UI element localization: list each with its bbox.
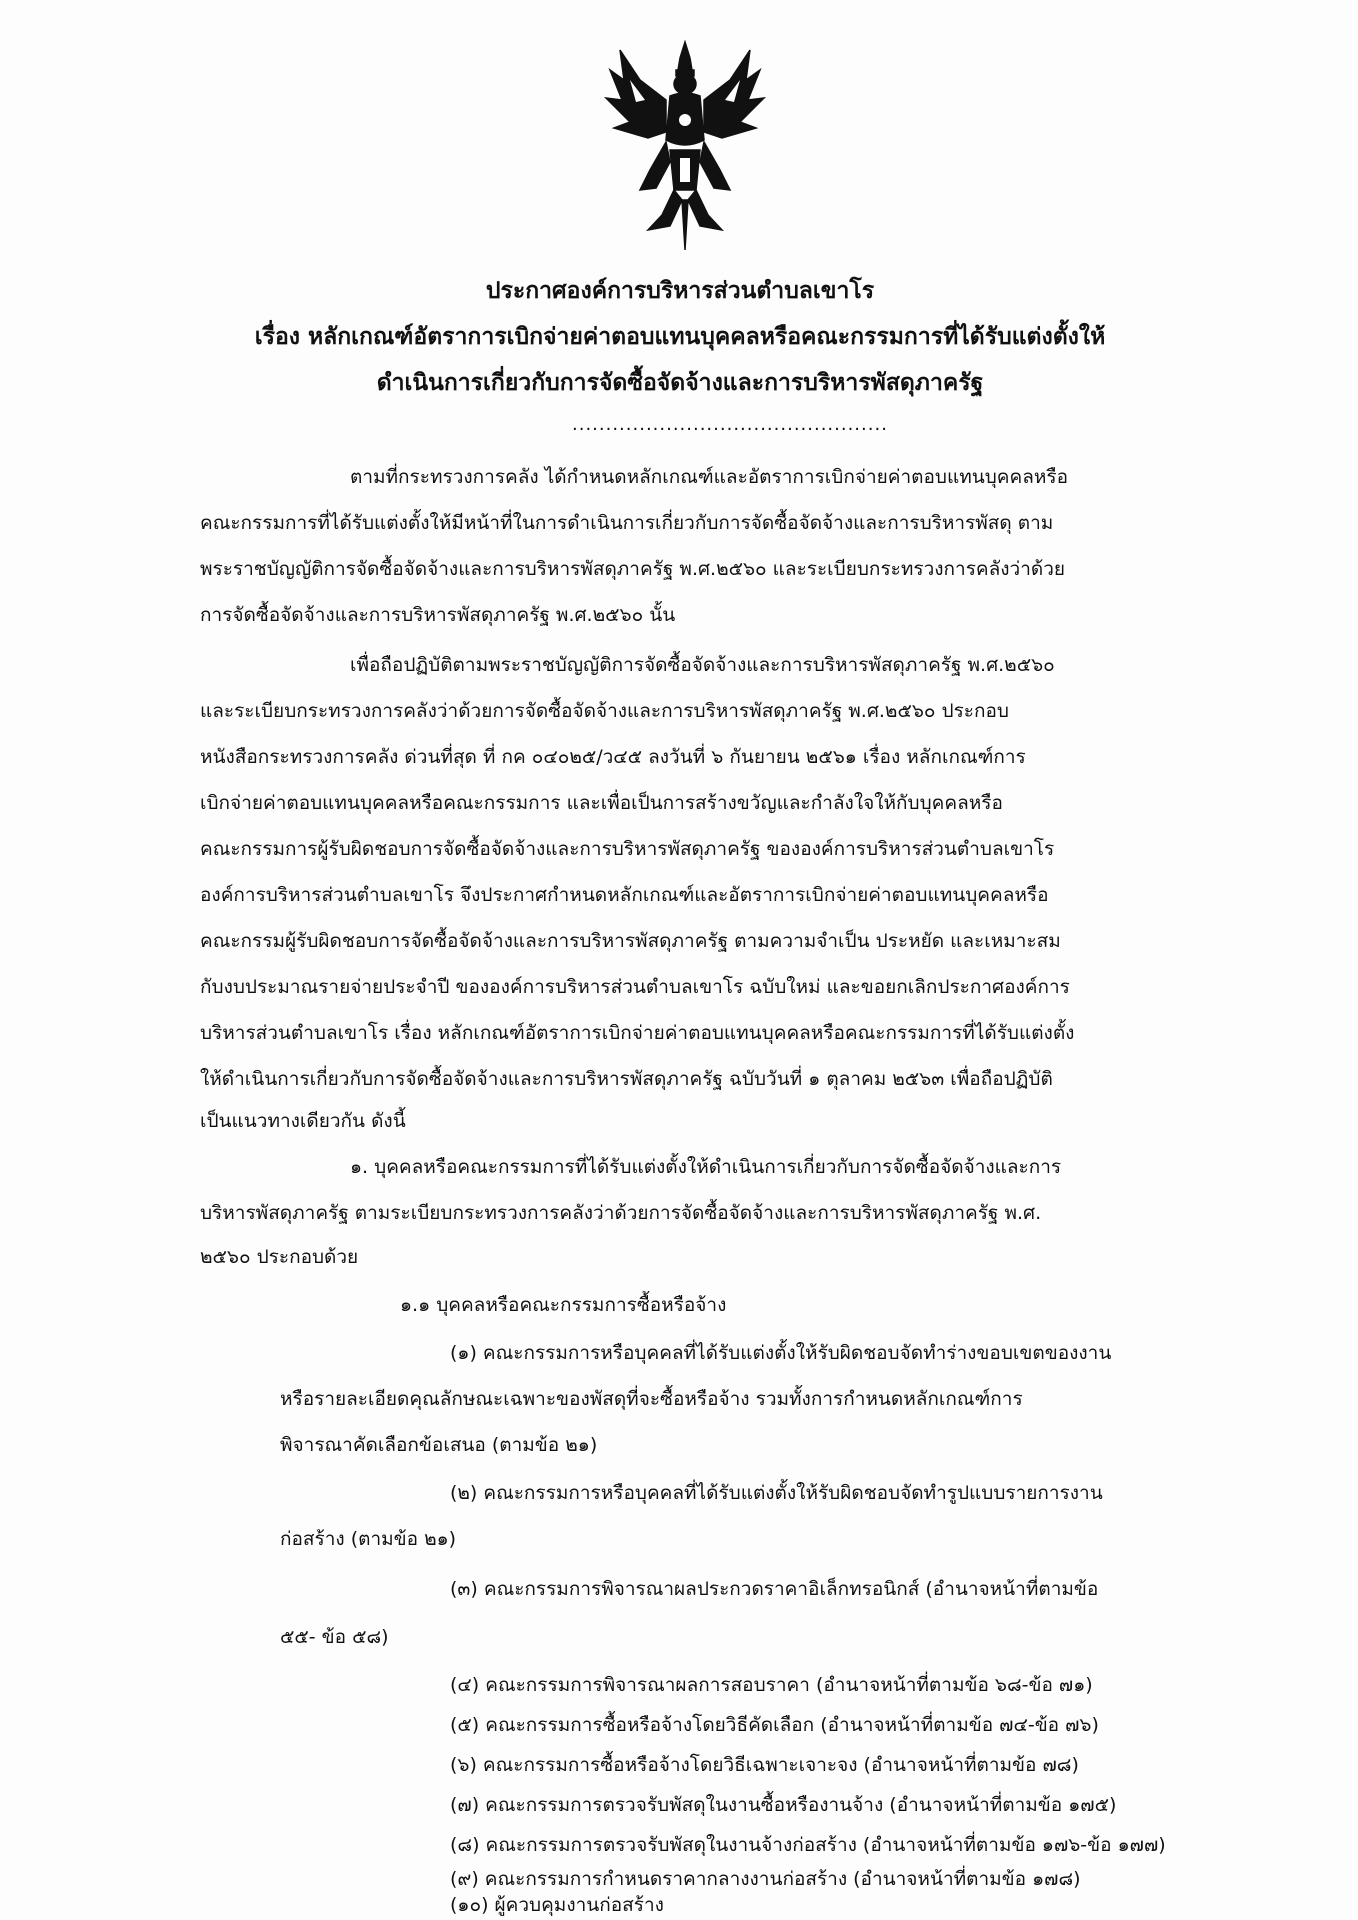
list-item: (๓) คณะกรรมการพิจารณาผลประกวดราคาอิเล็กทรอนิกส์ (อำนาจหน้าที่ตามข้อ: [450, 1578, 1099, 1600]
subject-line: เรื่อง หลักเกณฑ์อัตราการเบิกจ่ายค่าตอบแทนบุคคลหรือคณะกรรมการที่ได้รับแต่งตั้งให้: [254, 324, 1106, 350]
list-item: (๖) คณะกรรมการซื้อหรือจ้างโดยวิธีเฉพาะเจาะจง (อำนาจหน้าที่ตามข้อ ๗๘): [450, 1754, 1079, 1776]
list-item: (๙) คณะกรรมการกำหนดราคากลางงานก่อสร้าง (อำนาจหน้าที่ตามข้อ ๑๗๘): [450, 1868, 1081, 1890]
list-item-continuation: หรือรายละเอียดคุณลักษณะเฉพาะของพัสดุที่จะซื้อหรือจ้าง รวมทั้งการกำหนดหลักเกณฑ์การ: [280, 1388, 1023, 1410]
paragraph-2-line: เบิกจ่ายค่าตอบแทนบุคคลหรือคณะกรรมการ และเพื่อเป็นการสร้างขวัญและกำลังใจให้กับบุคคลหรือ: [200, 792, 1003, 814]
list-item-continuation: ๕๕- ข้อ ๕๘): [280, 1626, 389, 1648]
paragraph-2-line: หนังสือกระทรวงการคลัง ด่วนที่สุด ที่ กค ๐๔๐๒๕/ว๔๕ ลงวันที่ ๖ กันยายน ๒๕๖๑ เรื่อง หลักเกณฑ์การ: [200, 746, 1026, 768]
paragraph-2-line: กับงบประมาณรายจ่ายประจำปี ขององค์การบริหารส่วนตำบลเขาโร ฉบับใหม่ และขอยกเลิกประกาศองค์การ: [200, 976, 1070, 998]
paragraph-2-line: คณะกรรมการผู้รับผิดชอบการจัดซื้อจัดจ้างและการบริหารพัสดุภาครัฐ ขององค์การบริหารส่วนตำบลเขาโร: [200, 838, 1055, 860]
document-title: ประกาศองค์การบริหารส่วนตำบลเขาโร: [485, 278, 875, 304]
paragraph-1-line: พระราชบัญญัติการจัดซื้อจัดจ้างและการบริหารพัสดุภาครัฐ พ.ศ.๒๕๖๐ และระเบียบกระทรวงการคลังว่าด้วย: [200, 558, 1066, 580]
list-item: (๑) คณะกรรมการหรือบุคคลที่ได้รับแต่งตั้งให้รับผิดชอบจัดทำร่างขอบเขตของงาน: [450, 1342, 1112, 1364]
list-item: (๑๐) ผู้ควบคุมงานก่อสร้าง: [450, 1894, 664, 1916]
paragraph-2-line: องค์การบริหารส่วนตำบลเขาโร จึงประกาศกำหนดหลักเกณฑ์และอัตราการเบิกจ่ายค่าตอบแทนบุคคลหรือ: [200, 884, 1049, 906]
paragraph-1-line: การจัดซื้อจัดจ้างและการบริหารพัสดุภาครัฐ พ.ศ.๒๕๖๐ นั้น: [200, 604, 676, 626]
garuda-emblem-icon: [600, 40, 770, 255]
paragraph-2-line: เพื่อถือปฏิบัติตามพระราชบัญญัติการจัดซื้อจัดจ้างและการบริหารพัสดุภาครัฐ พ.ศ.๒๕๖๐: [350, 654, 1055, 676]
paragraph-2-line: คณะกรรมผู้รับผิดชอบการจัดซื้อจัดจ้างและการบริหารพัสดุภาครัฐ ตามความจำเป็น ประหยัด และเหมาะสม: [200, 930, 1061, 952]
subject-line-continued: ดำเนินการเกี่ยวกับการจัดซื้อจัดจ้างและการบริหารพัสดุภาครัฐ: [376, 370, 984, 396]
paragraph-2-line: บริหารส่วนตำบลเขาโร เรื่อง หลักเกณฑ์อัตราการเบิกจ่ายค่าตอบแทนบุคคลหรือคณะกรรมการที่ได้รับแต่งตั้ง: [200, 1022, 1075, 1044]
list-item: (๕) คณะกรรมการซื้อหรือจ้างโดยวิธีคัดเลือก (อำนาจหน้าที่ตามข้อ ๗๔-ข้อ ๗๖): [450, 1714, 1099, 1736]
list-item: (๒) คณะกรรมการหรือบุคคลที่ได้รับแต่งตั้งให้รับผิดชอบจัดทำรูปแบบรายการงาน: [450, 1482, 1103, 1504]
paragraph-3-line: บริหารพัสดุภาครัฐ ตามระเบียบกระทรวงการคลังว่าด้วยการจัดซื้อจัดจ้างและการบริหารพัสดุภาครัฐ พ.ศ.: [200, 1202, 1042, 1224]
paragraph-3-line: ๑. บุคคลหรือคณะกรรมการที่ได้รับแต่งตั้งให้ดำเนินการเกี่ยวกับการจัดซื้อจัดจ้างและการ: [350, 1156, 1062, 1178]
paragraph-2-line: และระเบียบกระทรวงการคลังว่าด้วยการจัดซื้อจัดจ้างและการบริหารพัสดุภาครัฐ พ.ศ.๒๕๖๐ ประกอบ: [200, 700, 1009, 722]
paragraph-3-line: ๒๕๖๐ ประกอบด้วย: [200, 1246, 359, 1268]
list-item: (๘) คณะกรรมการตรวจรับพัสดุในงานจ้างก่อสร้าง (อำนาจหน้าที่ตามข้อ ๑๗๖-ข้อ ๑๗๗): [450, 1834, 1166, 1856]
list-item-continuation: พิจารณาคัดเลือกข้อเสนอ (ตามข้อ ๒๑): [280, 1434, 598, 1456]
list-item: (๗) คณะกรรมการตรวจรับพัสดุในงานซื้อหรืองานจ้าง (อำนาจหน้าที่ตามข้อ ๑๗๕): [450, 1794, 1117, 1816]
paragraph-2-line: เป็นแนวทางเดียวกัน ดังนี้: [200, 1110, 406, 1132]
section-subheading: ๑.๑ บุคคลหรือคณะกรรมการซื้อหรือจ้าง: [400, 1294, 727, 1316]
paragraph-1-line: ตามที่กระทรวงการคลัง ได้กำหนดหลักเกณฑ์และอัตราการเบิกจ่ายค่าตอบแทนบุคคลหรือ: [350, 466, 1068, 488]
title-separator: ...............................................: [572, 414, 888, 435]
paragraph-2-line: ให้ดำเนินการเกี่ยวกับการจัดซื้อจัดจ้างและการบริหารพัสดุภาครัฐ ฉบับวันที่ ๑ ตุลาคม ๒๕๖๓ เพื่อถือปฏิบัติ: [200, 1068, 1053, 1090]
paragraph-1-line: คณะกรรมการที่ได้รับแต่งตั้งให้มีหน้าที่ในการดำเนินการเกี่ยวกับการจัดซื้อจัดจ้างและการบริหารพัสดุ ตาม: [200, 512, 1054, 534]
list-item-continuation: ก่อสร้าง (ตามข้อ ๒๑): [280, 1528, 457, 1550]
list-item: (๔) คณะกรรมการพิจารณาผลการสอบราคา (อำนาจหน้าที่ตามข้อ ๖๘-ข้อ ๗๑): [450, 1674, 1093, 1696]
